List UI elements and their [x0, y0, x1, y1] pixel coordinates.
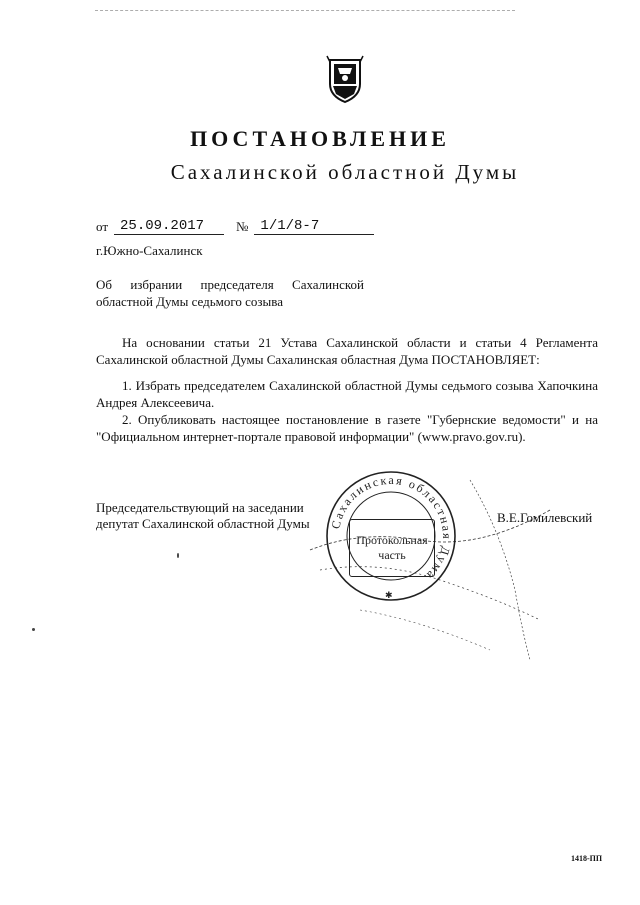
- resolution-item-2: 2. Опубликовать настоящее постановление в газете "Губернские ведомости" и на "Официальном интернет-портале правовой информации" (www.pravo.gov.ru).: [96, 412, 598, 444]
- subject-word: Об: [96, 277, 113, 292]
- document-body: [96, 334, 598, 445]
- subject-line-1: [96, 276, 364, 293]
- date-prefix: от: [96, 219, 109, 234]
- svg-text:✱: ✱: [385, 590, 393, 600]
- subject-word: избрании: [130, 277, 183, 292]
- signatory-role-line-1: Председательствующий на заседании: [96, 500, 304, 515]
- signatory-role: [96, 500, 310, 532]
- document-subtitle: Сахалинской областной Думы: [170, 160, 520, 184]
- stamp-inner-box: [349, 519, 435, 577]
- coat-of-arms-icon: [326, 54, 364, 104]
- document-date: 25.09.2017: [114, 218, 224, 235]
- scan-speck: [177, 553, 179, 558]
- document-subject: [96, 276, 364, 310]
- stamp-inner-line-1: Протокольная: [356, 533, 428, 547]
- document-title: ПОСТАНОВЛЕНИЕ: [190, 126, 450, 151]
- document-number: 1/1/8-7: [254, 218, 374, 235]
- document-code: 1418-ПП: [571, 854, 603, 863]
- subject-word: Сахалинской: [292, 277, 364, 292]
- stamp-inner-line-2: часть: [378, 548, 406, 562]
- subject-line-2: областной Думы седьмого созыва: [96, 294, 284, 309]
- signatory-name: В.Е.Гомилевский: [497, 510, 593, 525]
- document-meta: [96, 218, 374, 235]
- subject-word: председателя: [200, 277, 274, 292]
- resolution-item-1: 1. Избрать председателем Сахалинской областной Думы седьмого созыва Хапочкина Андрея Алексеевича.: [96, 378, 598, 410]
- scan-speck: [32, 628, 35, 631]
- city: г.Южно-Сахалинск: [96, 243, 203, 258]
- scan-artifact-line: [95, 10, 515, 13]
- stamp-ring-text: Сахалинская областная Дума: [328, 472, 455, 584]
- number-prefix: №: [236, 219, 249, 234]
- signatory-role-line-2: депутат Сахалинской областной Думы: [96, 516, 310, 531]
- preamble-paragraph: На основании статьи 21 Устава Сахалинской области и статьи 4 Регламента Сахалинской областной Думы Сахалинская областная Дума ПОСТАНОВЛЯЕТ:: [96, 335, 598, 367]
